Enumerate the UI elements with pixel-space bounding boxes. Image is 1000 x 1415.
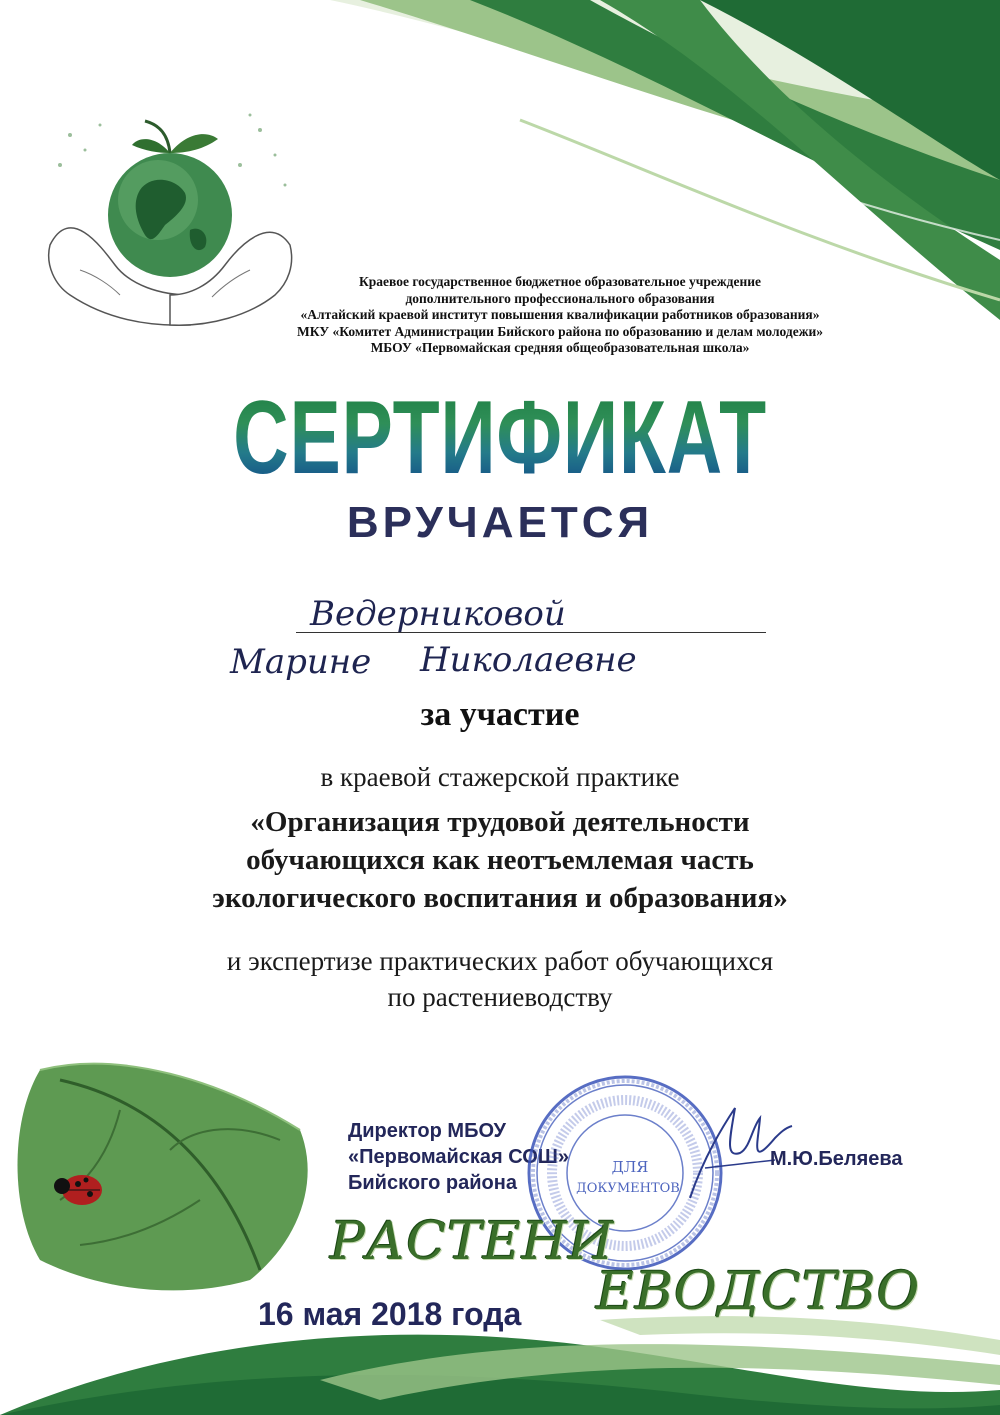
logo-word-part2: ЕВОДСТВО xyxy=(596,1262,921,1322)
org-line: дополнительного профессионального образования xyxy=(405,290,715,306)
for-participation-text: за участие xyxy=(420,696,580,733)
director-line: «Первомайская СОШ» xyxy=(348,1146,569,1168)
org-line: МБОУ «Первомайская средняя общеобразовательная школа» xyxy=(370,340,750,355)
event-title-line: экологического воспитания и образования» xyxy=(212,882,788,914)
director-line: Директор МБОУ xyxy=(348,1120,506,1142)
org-line: «Алтайский краевой институт повышения квалификации работников образования» xyxy=(300,307,820,322)
director-name: М.Ю.Беляева xyxy=(770,1148,903,1170)
organizations-header xyxy=(260,274,860,357)
event-intro: в краевой стажерской практике xyxy=(320,762,680,792)
certificate-title: СЕРТИФИКАТ xyxy=(130,378,870,498)
stamp-text-documents: ДОКУМЕНТОВ xyxy=(576,1181,680,1196)
expertise-line: по растениеводству xyxy=(387,982,613,1012)
certificate-subtitle: ВРУЧАЕТСЯ xyxy=(346,498,654,547)
stamp-text-dlya: ДЛЯ xyxy=(611,1158,649,1176)
logo-word-part1: РАСТЕНИ xyxy=(330,1212,615,1272)
recipient-surname: Ведерниковой xyxy=(310,594,566,634)
director-line: Бийского района xyxy=(348,1172,517,1194)
recipient-underline xyxy=(296,632,766,633)
event-title-line: обучающихся как неотъемлемая часть xyxy=(246,844,754,876)
org-line: Краевое государственное бюджетное образовательное учреждение xyxy=(359,274,761,289)
recipient-patronymic: Николаевне xyxy=(420,640,637,680)
event-title-line: «Организация трудовой деятельности xyxy=(250,806,750,838)
recipient-first-name: Марине xyxy=(230,642,372,682)
org-line: МКУ «Комитет Администрации Бийского района по образованию и делам молодежи» xyxy=(296,323,824,339)
expertise-line: и экспертизе практических работ обучающихся xyxy=(226,946,774,976)
certificate-date: 16 мая 2018 года xyxy=(258,1296,522,1332)
